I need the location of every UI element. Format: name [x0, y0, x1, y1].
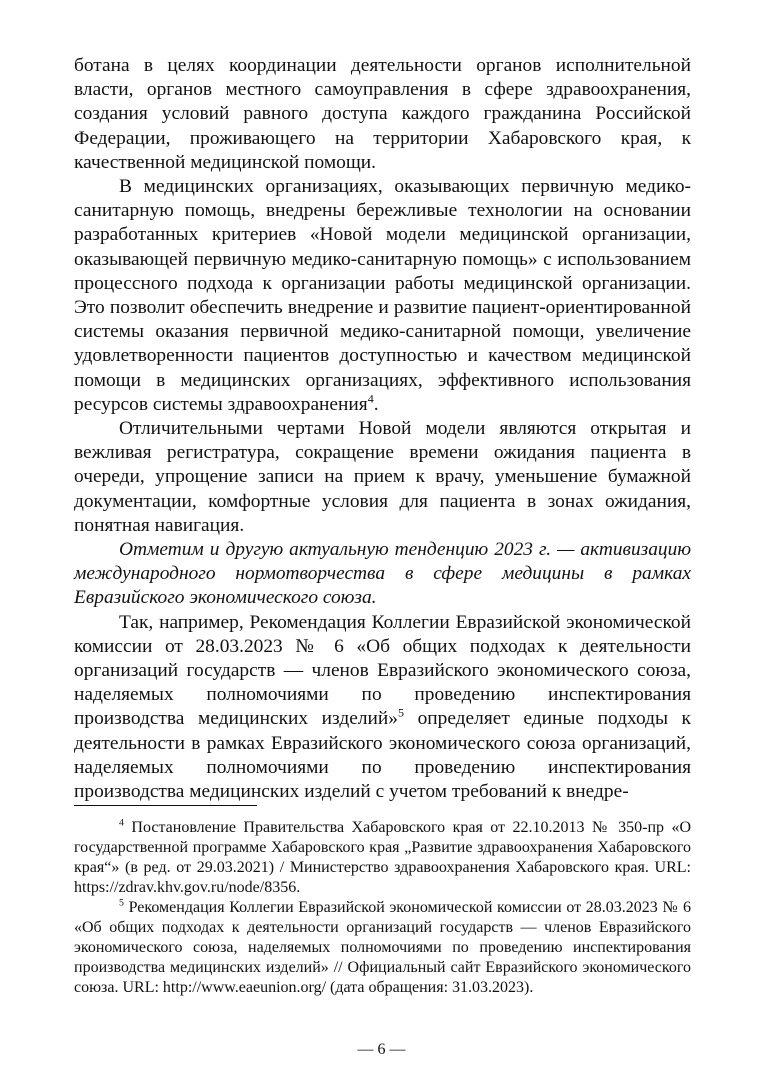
footnote-number: 5	[119, 897, 124, 909]
paragraph-recommendation	[74, 611, 691, 805]
footnote-number: 4	[119, 817, 124, 829]
paragraph-end: .	[373, 393, 379, 415]
paragraph-continuation: ботана в целях координации деятельности органов исполнительной власти, органов местного самоуправления в сфере здравоохранения, создания условий равного доступа каждого гражданина Российской Федерации, проживающего на территории Хабаровского края, к качественной медицинской помощи.	[74, 55, 691, 173]
footnotes	[74, 818, 691, 998]
footnote-ref-4[interactable]: 4	[367, 391, 374, 406]
footnote-text: Постановление Правительства Хабаровского края от 22.10.2013 № 350-пр «О государственной программе Хабаровского края „Развитие здравоохранения Хабаровского края“» (в ред. от 29.03.2021) / Министерство здравоохранения Хабаровского края. URL: https://zdrav.khv.gov.ru/node/8356.	[74, 819, 692, 896]
paragraph-text-cont: определяет единые подходы к деятельности в рамках Евразийского экономического союза организаций, наделяемых полномочиями по проведению инспектирования производства медицинских изделий с учетом требований к внедре-	[74, 708, 691, 803]
page-number: — 6 —	[357, 1041, 406, 1058]
footnote-separator	[74, 805, 257, 806]
paragraph-text: В медицинских организациях, оказывающих первичную медико-санитарную помощь, внедрены бережливые технологии на основании разработанных критериев «Новой модели медицинской организации, оказывающей первичную медико-санитарную помощь» с использованием процессного подхода к организации работы медицинской организации. Это позволит обеспечить внедрение и развитие пациент-ориентированной системы оказания первичной медико-санитарной помощи, увеличение удовлетворенности пациентов доступностью и качеством медицинской помощи в медицинских организациях, эффективного использования ресурсов системы здравоохранения	[74, 176, 691, 415]
paragraph-new-model	[74, 175, 691, 417]
paragraph-trend-italic: Отметим и другую актуальную тенденцию 2023 г. — активизацию международного нормотворчества в сфере медицины в рамках Евразийского экономического союза.	[74, 539, 691, 609]
footnote-ref-5[interactable]: 5	[397, 706, 404, 721]
main-text	[74, 54, 691, 804]
footnote-5	[74, 898, 691, 998]
paragraph-text: Так, например, Рекомендация Коллегии Евразийской экономической комиссии от 28.03.2023 № 6 «Об общих подходах к деятельности организаций государств — членов Евразийского экономического союза, наделяемых полномочиями по проведению инспектирования производства медицинских изделий»	[74, 611, 691, 730]
footnote-text: Рекомендация Коллегии Евразийской экономической комиссии от 28.03.2023 № 6 «Об общих подходах к деятельности организаций государств — членов Евразийского экономического союза, наделяемых полномочиями по проведению инспектирования производства медицинских изделий» // Официальный сайт Евразийского экономического союза. URL: http://www.eaeunion.org/ (дата обращения: 31.03.2023).	[74, 899, 692, 996]
footnote-4	[74, 818, 691, 898]
paragraph-features: Отличительными чертами Новой модели являются открытая и вежливая регистратура, сокращение времени ожидания пациента в очереди, упрощение записи на прием к врачу, уменьшение бумажной документации, комфортные условия для пациента в зонах ожидания, понятная навигация.	[74, 418, 691, 536]
